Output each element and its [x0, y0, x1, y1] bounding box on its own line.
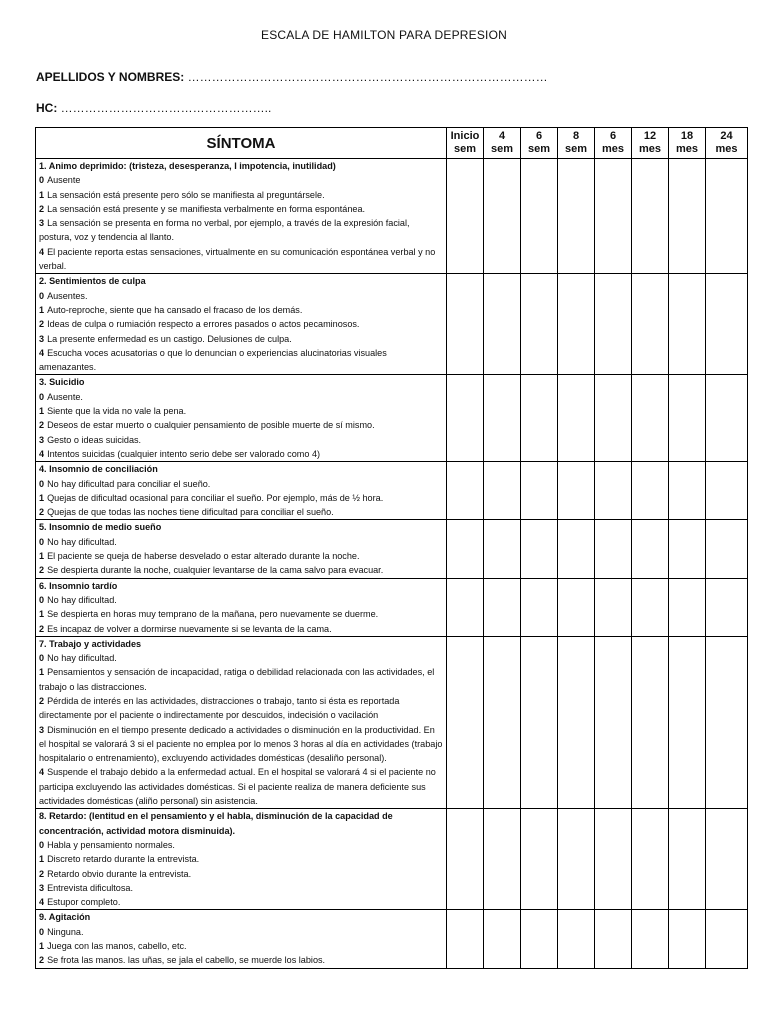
score-entry-cell[interactable]	[632, 159, 669, 274]
symptom-cell	[36, 636, 447, 809]
score-entry-cell[interactable]	[669, 159, 706, 274]
score-description: Entrevista dificultosa.	[47, 882, 133, 893]
timepoint-header: Inicio sem	[447, 128, 484, 159]
score-option	[39, 418, 444, 432]
score-option	[39, 852, 444, 866]
score-entry-cell[interactable]	[558, 636, 595, 809]
timepoint-header: 24 mes	[706, 128, 748, 159]
score-entry-cell[interactable]	[595, 578, 632, 636]
score-entry-cell[interactable]	[669, 578, 706, 636]
symptom-title: 6. Insomnio tardío	[39, 580, 118, 591]
score-description: Auto-reproche, siente que ha cansado el fracaso de los demás.	[47, 304, 303, 315]
score-entry-cell[interactable]	[595, 375, 632, 462]
document-title: ESCALA DE HAMILTON PARA DEPRESION	[260, 28, 507, 42]
score-value: 1	[39, 551, 45, 562]
score-entry-cell[interactable]	[484, 274, 521, 375]
score-entry-cell[interactable]	[447, 910, 484, 968]
symptom-cell	[36, 375, 447, 462]
score-option	[39, 651, 444, 665]
score-entry-cell[interactable]	[595, 520, 632, 578]
score-entry-cell[interactable]	[521, 636, 558, 809]
score-entry-cell[interactable]	[521, 462, 558, 520]
score-option	[39, 216, 444, 245]
symptom-cell	[36, 809, 447, 910]
score-entry-cell[interactable]	[669, 809, 706, 910]
score-value: 1	[39, 667, 45, 678]
score-entry-cell[interactable]	[484, 375, 521, 462]
score-value: 0	[39, 926, 45, 937]
score-value: 1	[39, 854, 45, 865]
score-entry-cell[interactable]	[484, 809, 521, 910]
score-value: 3	[39, 434, 45, 445]
score-value: 4	[39, 448, 45, 459]
score-option	[39, 593, 444, 607]
score-option	[39, 202, 444, 216]
score-value: 4	[39, 347, 45, 358]
score-entry-cell[interactable]	[521, 809, 558, 910]
symptom-cell	[36, 159, 447, 274]
score-entry-cell[interactable]	[669, 910, 706, 968]
score-option	[39, 607, 444, 621]
symptom-title: 9. Agitación	[39, 912, 91, 923]
score-description: Ideas de culpa o rumiación respecto a errores pasados o actos pecaminosos.	[47, 319, 360, 330]
score-option	[39, 188, 444, 202]
score-description: Intentos suicidas (cualquier intento serio debe ser valorado como 4)	[47, 448, 321, 459]
score-option	[39, 447, 444, 461]
score-value: 1	[39, 189, 45, 200]
symptom-title: 2. Sentimientos de culpa	[39, 276, 146, 287]
patient-name-label: APELLIDOS Y NOMBRES:	[36, 70, 185, 84]
score-description: La sensación está presente pero sólo se manifiesta al preguntársele.	[47, 189, 325, 200]
score-value: 2	[39, 955, 45, 966]
score-entry-cell[interactable]	[558, 462, 595, 520]
score-option	[39, 665, 444, 694]
symptom-column-header: SÍNTOMA	[36, 128, 447, 159]
timepoint-header: 8 sem	[558, 128, 595, 159]
score-description: Gesto o ideas suicidas.	[47, 434, 142, 445]
score-option	[39, 303, 444, 317]
score-value: 0	[39, 594, 45, 605]
score-option	[39, 881, 444, 895]
score-value: 2	[39, 565, 45, 576]
symptom-row	[36, 159, 748, 274]
score-entry-cell[interactable]	[558, 274, 595, 375]
score-option	[39, 925, 444, 939]
score-entry-cell[interactable]	[521, 375, 558, 462]
score-entry-cell[interactable]	[706, 578, 748, 636]
score-entry-cell[interactable]	[447, 809, 484, 910]
score-entry-cell[interactable]	[595, 159, 632, 274]
score-description: Escucha voces acusatorias o que lo denuncian o experiencias alucinatorias visuales amenazantes.	[39, 347, 387, 373]
score-entry-cell[interactable]	[669, 375, 706, 462]
header-row	[36, 128, 748, 159]
score-value: 1	[39, 609, 45, 620]
score-entry-cell[interactable]	[447, 462, 484, 520]
score-option	[39, 245, 444, 274]
score-entry-cell[interactable]	[706, 910, 748, 968]
score-value: 1	[39, 492, 45, 503]
score-value: 1	[39, 304, 45, 315]
score-option	[39, 765, 444, 808]
symptom-title: 3. Suicidio	[39, 377, 85, 388]
score-value: 4	[39, 897, 45, 908]
score-option	[39, 477, 444, 491]
score-description: No hay dificultad.	[47, 653, 117, 664]
score-option	[39, 867, 444, 881]
score-description: Siente que la vida no vale la pena.	[47, 406, 187, 417]
score-option	[39, 390, 444, 404]
score-description: Disminución en el tiempo presente dedicado a actividades o disminución en la productividad. En el hospital se valorará 3 si el paciente no emplea por lo menos 3 horas al día en actividades (trabajo hospitalario o entrenamiento), excluyendo actividades domésticas (desaliño personal).	[39, 724, 443, 764]
score-entry-cell[interactable]	[521, 159, 558, 274]
score-value: 0	[39, 839, 45, 850]
score-entry-cell[interactable]	[558, 578, 595, 636]
score-entry-cell[interactable]	[484, 636, 521, 809]
score-value: 2	[39, 203, 45, 214]
symptom-row	[36, 578, 748, 636]
timepoint-header: 18 mes	[669, 128, 706, 159]
score-option	[39, 549, 444, 563]
symptom-cell	[36, 520, 447, 578]
score-description: Discreto retardo durante la entrevista.	[47, 854, 200, 865]
score-option	[39, 173, 444, 187]
score-entry-cell[interactable]	[447, 159, 484, 274]
score-value: 4	[39, 767, 45, 778]
clinical-history-field	[36, 101, 271, 115]
score-entry-cell[interactable]	[632, 520, 669, 578]
symptom-title: 4. Insomnio de conciliación	[39, 464, 158, 475]
score-description: No hay dificultad.	[47, 536, 117, 547]
symptom-row	[36, 462, 748, 520]
score-value: 4	[39, 246, 45, 257]
score-entry-cell[interactable]	[669, 636, 706, 809]
score-description: Ausente.	[47, 391, 83, 402]
score-option	[39, 535, 444, 549]
score-description: El paciente reporta estas sensaciones, virtualmente en su comunicación espontánea verbal y no verbal.	[39, 246, 436, 272]
score-entry-cell[interactable]	[484, 159, 521, 274]
score-entry-cell[interactable]	[706, 636, 748, 809]
score-entry-cell[interactable]	[669, 274, 706, 375]
score-entry-cell[interactable]	[447, 274, 484, 375]
symptom-row	[36, 910, 748, 968]
patient-name-blank: ………………………………………………………………………………	[187, 70, 548, 84]
score-entry-cell[interactable]	[595, 910, 632, 968]
score-entry-cell[interactable]	[558, 520, 595, 578]
symptom-cell	[36, 910, 447, 968]
symptom-title: 1. Animo deprimido: (tristeza, desesperanza, I impotencia, inutilidad)	[39, 161, 336, 171]
symptom-cell	[36, 462, 447, 520]
score-entry-cell[interactable]	[706, 462, 748, 520]
score-description: Quejas de dificultad ocasional para conciliar el sueño. Por ejemplo, más de ½ hora.	[47, 492, 384, 503]
score-option	[39, 838, 444, 852]
score-value: 0	[39, 175, 45, 186]
score-description: Estupor completo.	[47, 897, 121, 908]
score-description: Se despierta durante la noche, cualquier levantarse de la cama salvo para evacuar.	[47, 565, 384, 576]
score-value: 2	[39, 695, 45, 706]
score-entry-cell[interactable]	[484, 910, 521, 968]
score-description: La sensación se presenta en forma no verbal, por ejemplo, a través de la expresión facial, postura, voz y tendencia al llanto.	[39, 218, 410, 243]
score-entry-cell[interactable]	[595, 809, 632, 910]
score-entry-cell[interactable]	[632, 578, 669, 636]
score-value: 3	[39, 882, 45, 893]
score-option	[39, 346, 444, 375]
score-description: Retardo obvio durante la entrevista.	[47, 868, 192, 879]
score-description: No hay dificultad para conciliar el sueño.	[47, 478, 211, 489]
score-entry-cell[interactable]	[706, 520, 748, 578]
timepoint-header: 6 mes	[595, 128, 632, 159]
score-description: Ninguna.	[47, 926, 84, 937]
score-description: Pérdida de interés en las actividades, distracciones o trabajo, tanto si ésta es reportada directamente por el paciente o indirectamente por descuidos, indecisión o vacilación	[39, 695, 400, 721]
score-description: Habla y pensamiento normales.	[47, 839, 175, 850]
score-entry-cell[interactable]	[558, 159, 595, 274]
score-description: Pensamientos y sensación de incapacidad, ratiga o debilidad relacionada con las actividades, el trabajo o las distracciones.	[39, 667, 435, 692]
score-description: Suspende el trabajo debido a la enfermedad actual. En el hospital se valorará 4 si el paciente no participa excluyendo las actividades domésticas. Si el paciente realiza de manera deficiente sus actividades domésticas (aliño personal) sin asistencia.	[39, 767, 436, 807]
score-entry-cell[interactable]	[558, 910, 595, 968]
score-entry-cell[interactable]	[595, 274, 632, 375]
score-entry-cell[interactable]	[706, 375, 748, 462]
timepoint-header: 4 sem	[484, 128, 521, 159]
score-entry-cell[interactable]	[558, 375, 595, 462]
score-description: Se despierta en horas muy temprano de la mañana, pero nuevamente se duerme.	[47, 609, 379, 620]
score-option	[39, 563, 444, 577]
score-description: Juega con las manos, cabello, etc.	[47, 941, 187, 952]
score-value: 2	[39, 868, 45, 879]
timepoint-header: 6 sem	[521, 128, 558, 159]
score-option	[39, 289, 444, 303]
score-entry-cell[interactable]	[447, 375, 484, 462]
score-option	[39, 694, 444, 723]
score-value: 2	[39, 319, 45, 330]
score-option	[39, 939, 444, 953]
score-description: Ausentes.	[47, 290, 88, 301]
score-entry-cell[interactable]	[632, 274, 669, 375]
score-entry-cell[interactable]	[558, 809, 595, 910]
symptom-title: 8. Retardo: (lentitud en el pensamiento y el habla, disminución de la capacidad de concentración, actividad motora disminuida).	[39, 811, 393, 836]
score-entry-cell[interactable]	[447, 520, 484, 578]
score-value: 1	[39, 406, 45, 417]
score-entry-cell[interactable]	[484, 578, 521, 636]
symptom-row	[36, 375, 748, 462]
score-description: El paciente se queja de haberse desvelado o estar alterado durante la noche.	[47, 551, 360, 562]
patient-name-field	[36, 70, 548, 84]
score-entry-cell[interactable]	[632, 636, 669, 809]
score-description: Se frota las manos. las uñas, se jala el cabello, se muerde los labios.	[47, 955, 326, 966]
symptom-cell	[36, 578, 447, 636]
score-entry-cell[interactable]	[669, 520, 706, 578]
symptom-row	[36, 274, 748, 375]
score-description: La presente enfermedad es un castigo. Delusiones de culpa.	[47, 333, 292, 344]
score-description: Ausente	[47, 175, 81, 186]
score-entry-cell[interactable]	[669, 462, 706, 520]
score-description: Es incapaz de volver a dormirse nuevamente si se levanta de la cama.	[47, 623, 332, 634]
score-value: 3	[39, 218, 45, 229]
score-entry-cell[interactable]	[447, 578, 484, 636]
score-option	[39, 505, 444, 519]
score-value: 0	[39, 290, 45, 301]
score-option	[39, 433, 444, 447]
score-entry-cell[interactable]	[632, 809, 669, 910]
score-entry-cell[interactable]	[632, 910, 669, 968]
clinical-history-blank: ……………………………………………..	[60, 101, 272, 115]
score-entry-cell[interactable]	[706, 274, 748, 375]
score-entry-cell[interactable]	[521, 274, 558, 375]
score-entry-cell[interactable]	[521, 578, 558, 636]
score-value: 0	[39, 653, 45, 664]
score-option	[39, 723, 444, 766]
hamilton-scale-table	[35, 127, 748, 969]
score-value: 2	[39, 507, 45, 518]
score-description: No hay dificultad.	[47, 594, 117, 605]
score-entry-cell[interactable]	[521, 520, 558, 578]
score-value: 2	[39, 420, 45, 431]
score-value: 0	[39, 536, 45, 547]
clinical-history-label: HC:	[36, 101, 58, 115]
symptom-row	[36, 636, 748, 809]
score-entry-cell[interactable]	[484, 520, 521, 578]
score-entry-cell[interactable]	[632, 462, 669, 520]
timepoint-header: 12 mes	[632, 128, 669, 159]
symptom-cell	[36, 274, 447, 375]
score-option	[39, 317, 444, 331]
score-value: 0	[39, 391, 45, 402]
score-entry-cell[interactable]	[595, 636, 632, 809]
score-entry-cell[interactable]	[706, 809, 748, 910]
score-option	[39, 332, 444, 346]
score-option	[39, 953, 444, 967]
score-entry-cell[interactable]	[521, 910, 558, 968]
symptom-row	[36, 520, 748, 578]
score-description: La sensación está presente y se manifiesta verbalmente en forma espontánea.	[47, 203, 366, 214]
score-entry-cell[interactable]	[447, 636, 484, 809]
score-entry-cell[interactable]	[595, 462, 632, 520]
score-option	[39, 404, 444, 418]
score-entry-cell[interactable]	[632, 375, 669, 462]
symptom-row	[36, 809, 748, 910]
score-description: Quejas de que todas las noches tiene dificultad para conciliar el sueño.	[47, 507, 334, 518]
score-option	[39, 622, 444, 636]
symptom-title: 5. Insomnio de medio sueño	[39, 522, 162, 533]
score-value: 1	[39, 941, 45, 952]
score-entry-cell[interactable]	[484, 462, 521, 520]
score-option	[39, 491, 444, 505]
score-value: 3	[39, 333, 45, 344]
score-entry-cell[interactable]	[706, 159, 748, 274]
symptom-title: 7. Trabajo y actividades	[39, 638, 142, 649]
score-description: Deseos de estar muerto o cualquier pensamiento de posible muerte de sí mismo.	[47, 420, 375, 431]
score-value: 2	[39, 623, 45, 634]
score-value: 0	[39, 478, 45, 489]
score-value: 3	[39, 724, 45, 735]
score-option	[39, 895, 444, 909]
